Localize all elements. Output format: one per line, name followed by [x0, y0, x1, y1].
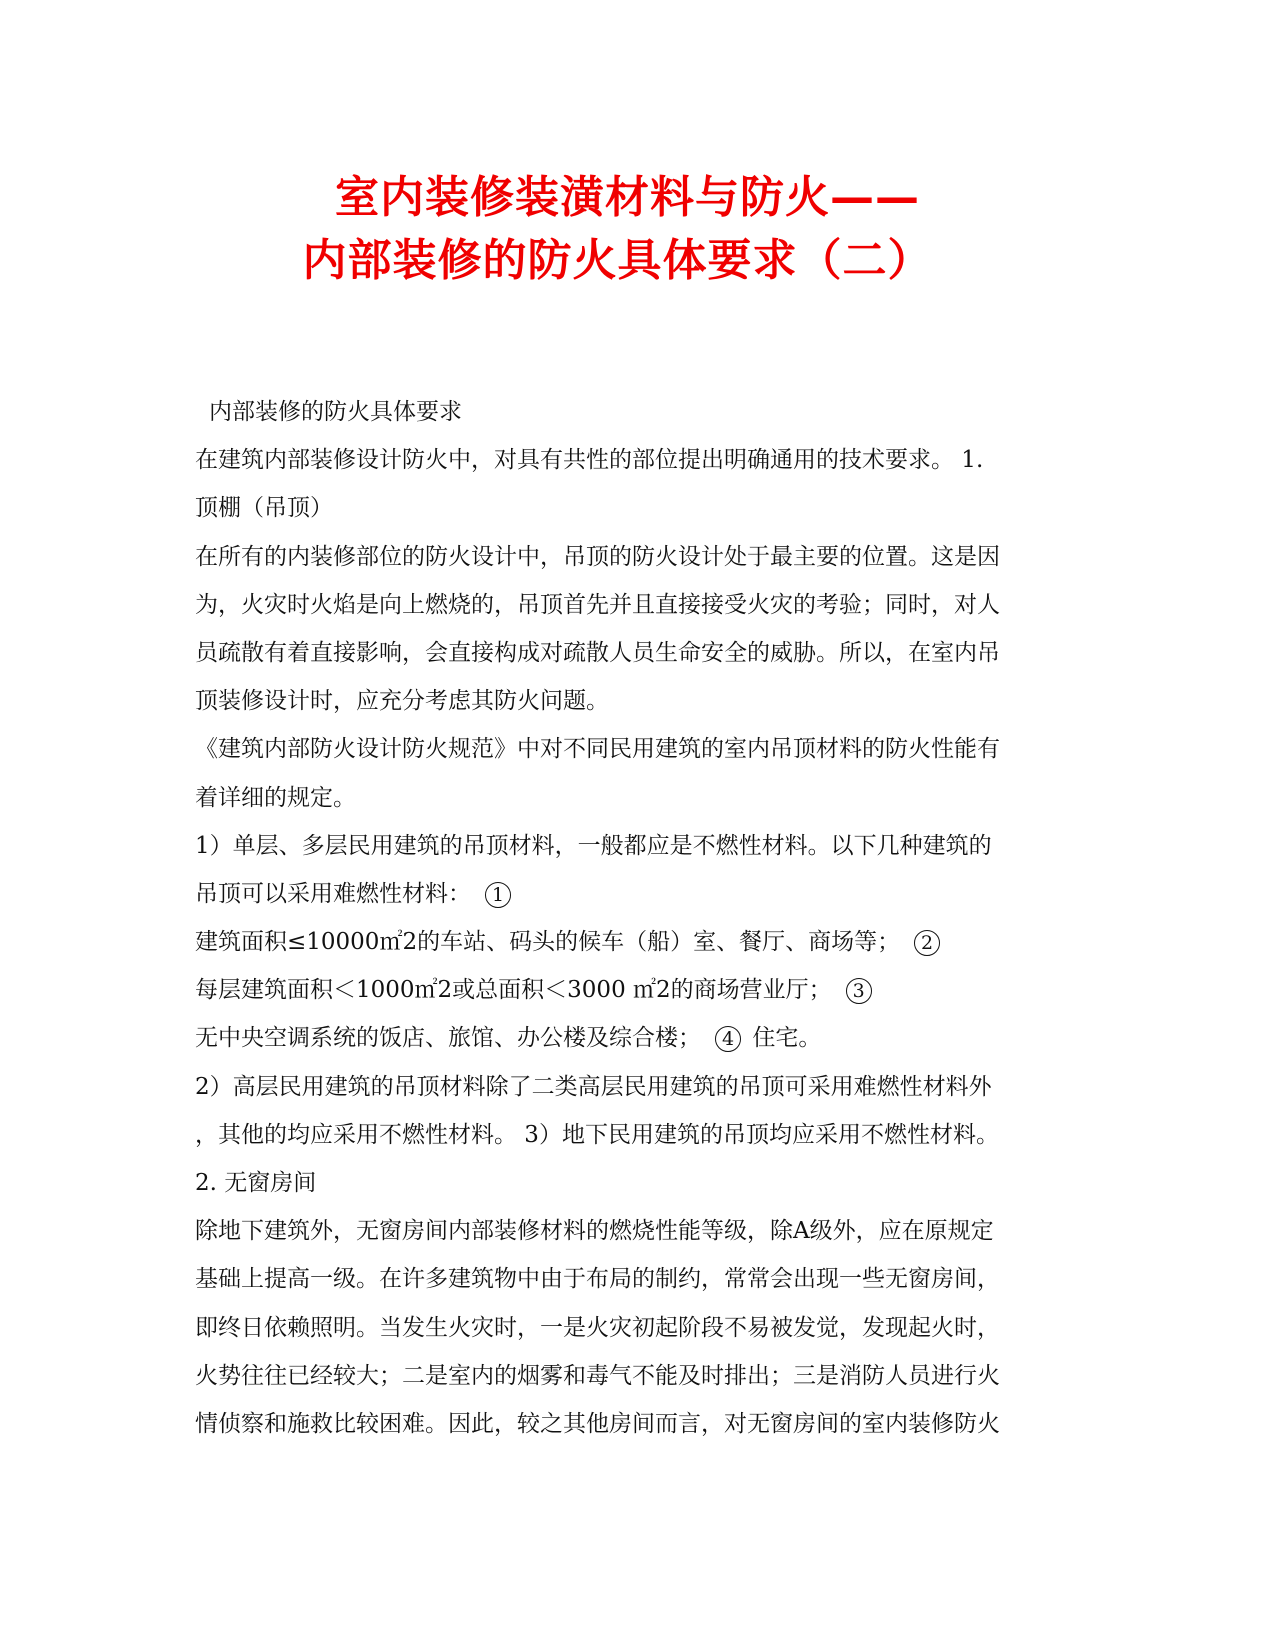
line-text: 每层建筑面积＜1000㎡2或总面积＜3000 ㎡2的商场营业厅；	[195, 977, 832, 1004]
body-line: 顶装修设计时，应充分考虑其防火问题。	[195, 688, 609, 715]
body-line: ，其他的均应采用不燃性材料。 3）地下民用建筑的吊顶均应采用不燃性材料。	[195, 1121, 999, 1148]
body-line: 情侦察和施救比较困难。因此，较之其他房间而言，对无窗房间的室内装修防火	[195, 1410, 1000, 1437]
body-line: 除地下建筑外，无窗房间内部装修材料的燃烧性能等级，除A级外，应在原规定	[195, 1218, 994, 1245]
circled-number-3: 3	[846, 978, 872, 1004]
line-text-after: 住宅。	[752, 1025, 822, 1052]
document-title-line-2: 内部装修的防火具体要求（二）	[302, 235, 933, 286]
body-line: 即终日依赖照明。当发生火灾时，一是火灾初起阶段不易被发觉，发现起火时，	[195, 1314, 1000, 1341]
body-line: 在建筑内部装修设计防火中，对具有共性的部位提出明确通用的技术要求。 1.	[195, 447, 984, 474]
line-text: 吊顶可以采用难燃性材料：	[195, 880, 471, 907]
body-line-with-marker	[195, 1014, 1075, 1062]
body-line: 为，火灾时火焰是向上燃烧的，吊顶首先并且直接接受火灾的考验；同时，对人	[195, 591, 1000, 618]
document-title-line-1: 室内装修装潢材料与防火——	[335, 172, 920, 223]
line-text: 无中央空调系统的饭店、旅馆、办公楼及综合楼；	[195, 1025, 701, 1052]
body-line: 在所有的内装修部位的防火设计中，吊顶的防火设计处于最主要的位置。这是因	[195, 543, 1000, 570]
body-line: 员疏散有着直接影响，会直接构成对疏散人员生命安全的威胁。所以，在室内吊	[195, 639, 1000, 666]
circled-number-1: 1	[485, 882, 511, 908]
circled-number-4: 4	[715, 1026, 741, 1052]
body-line: 基础上提高一级。在许多建筑物中由于布局的制约，常常会出现一些无窗房间，	[195, 1266, 1000, 1293]
body-line: 2. 无窗房间	[195, 1170, 317, 1196]
body-line: 着详细的规定。	[195, 784, 356, 811]
body-line: 火势往往已经较大；二是室内的烟雾和毒气不能及时排出；三是消防人员进行火	[195, 1362, 1000, 1389]
body-line: 《建筑内部防火设计防火规范》中对不同民用建筑的室内吊顶材料的防火性能有	[195, 736, 1000, 763]
body-line: 1）单层、多层民用建筑的吊顶材料，一般都应是不燃性材料。以下几种建筑的	[195, 832, 992, 859]
body-line: 顶棚（吊顶）	[195, 495, 333, 522]
circled-number-2: 2	[914, 930, 940, 956]
body-line-with-marker	[195, 966, 1075, 1014]
section-heading: 内部装修的防火具体要求	[209, 399, 462, 425]
body-line: 2）高层民用建筑的吊顶材料除了二类高层民用建筑的吊顶可采用难燃性材料外	[195, 1073, 992, 1100]
document-body	[195, 388, 1075, 1448]
body-line-with-marker	[195, 918, 1075, 966]
body-line-with-marker	[195, 870, 1075, 918]
line-text: 建筑面积≤10000㎡2的车站、码头的候车（船）室、餐厅、商场等；	[195, 929, 901, 956]
